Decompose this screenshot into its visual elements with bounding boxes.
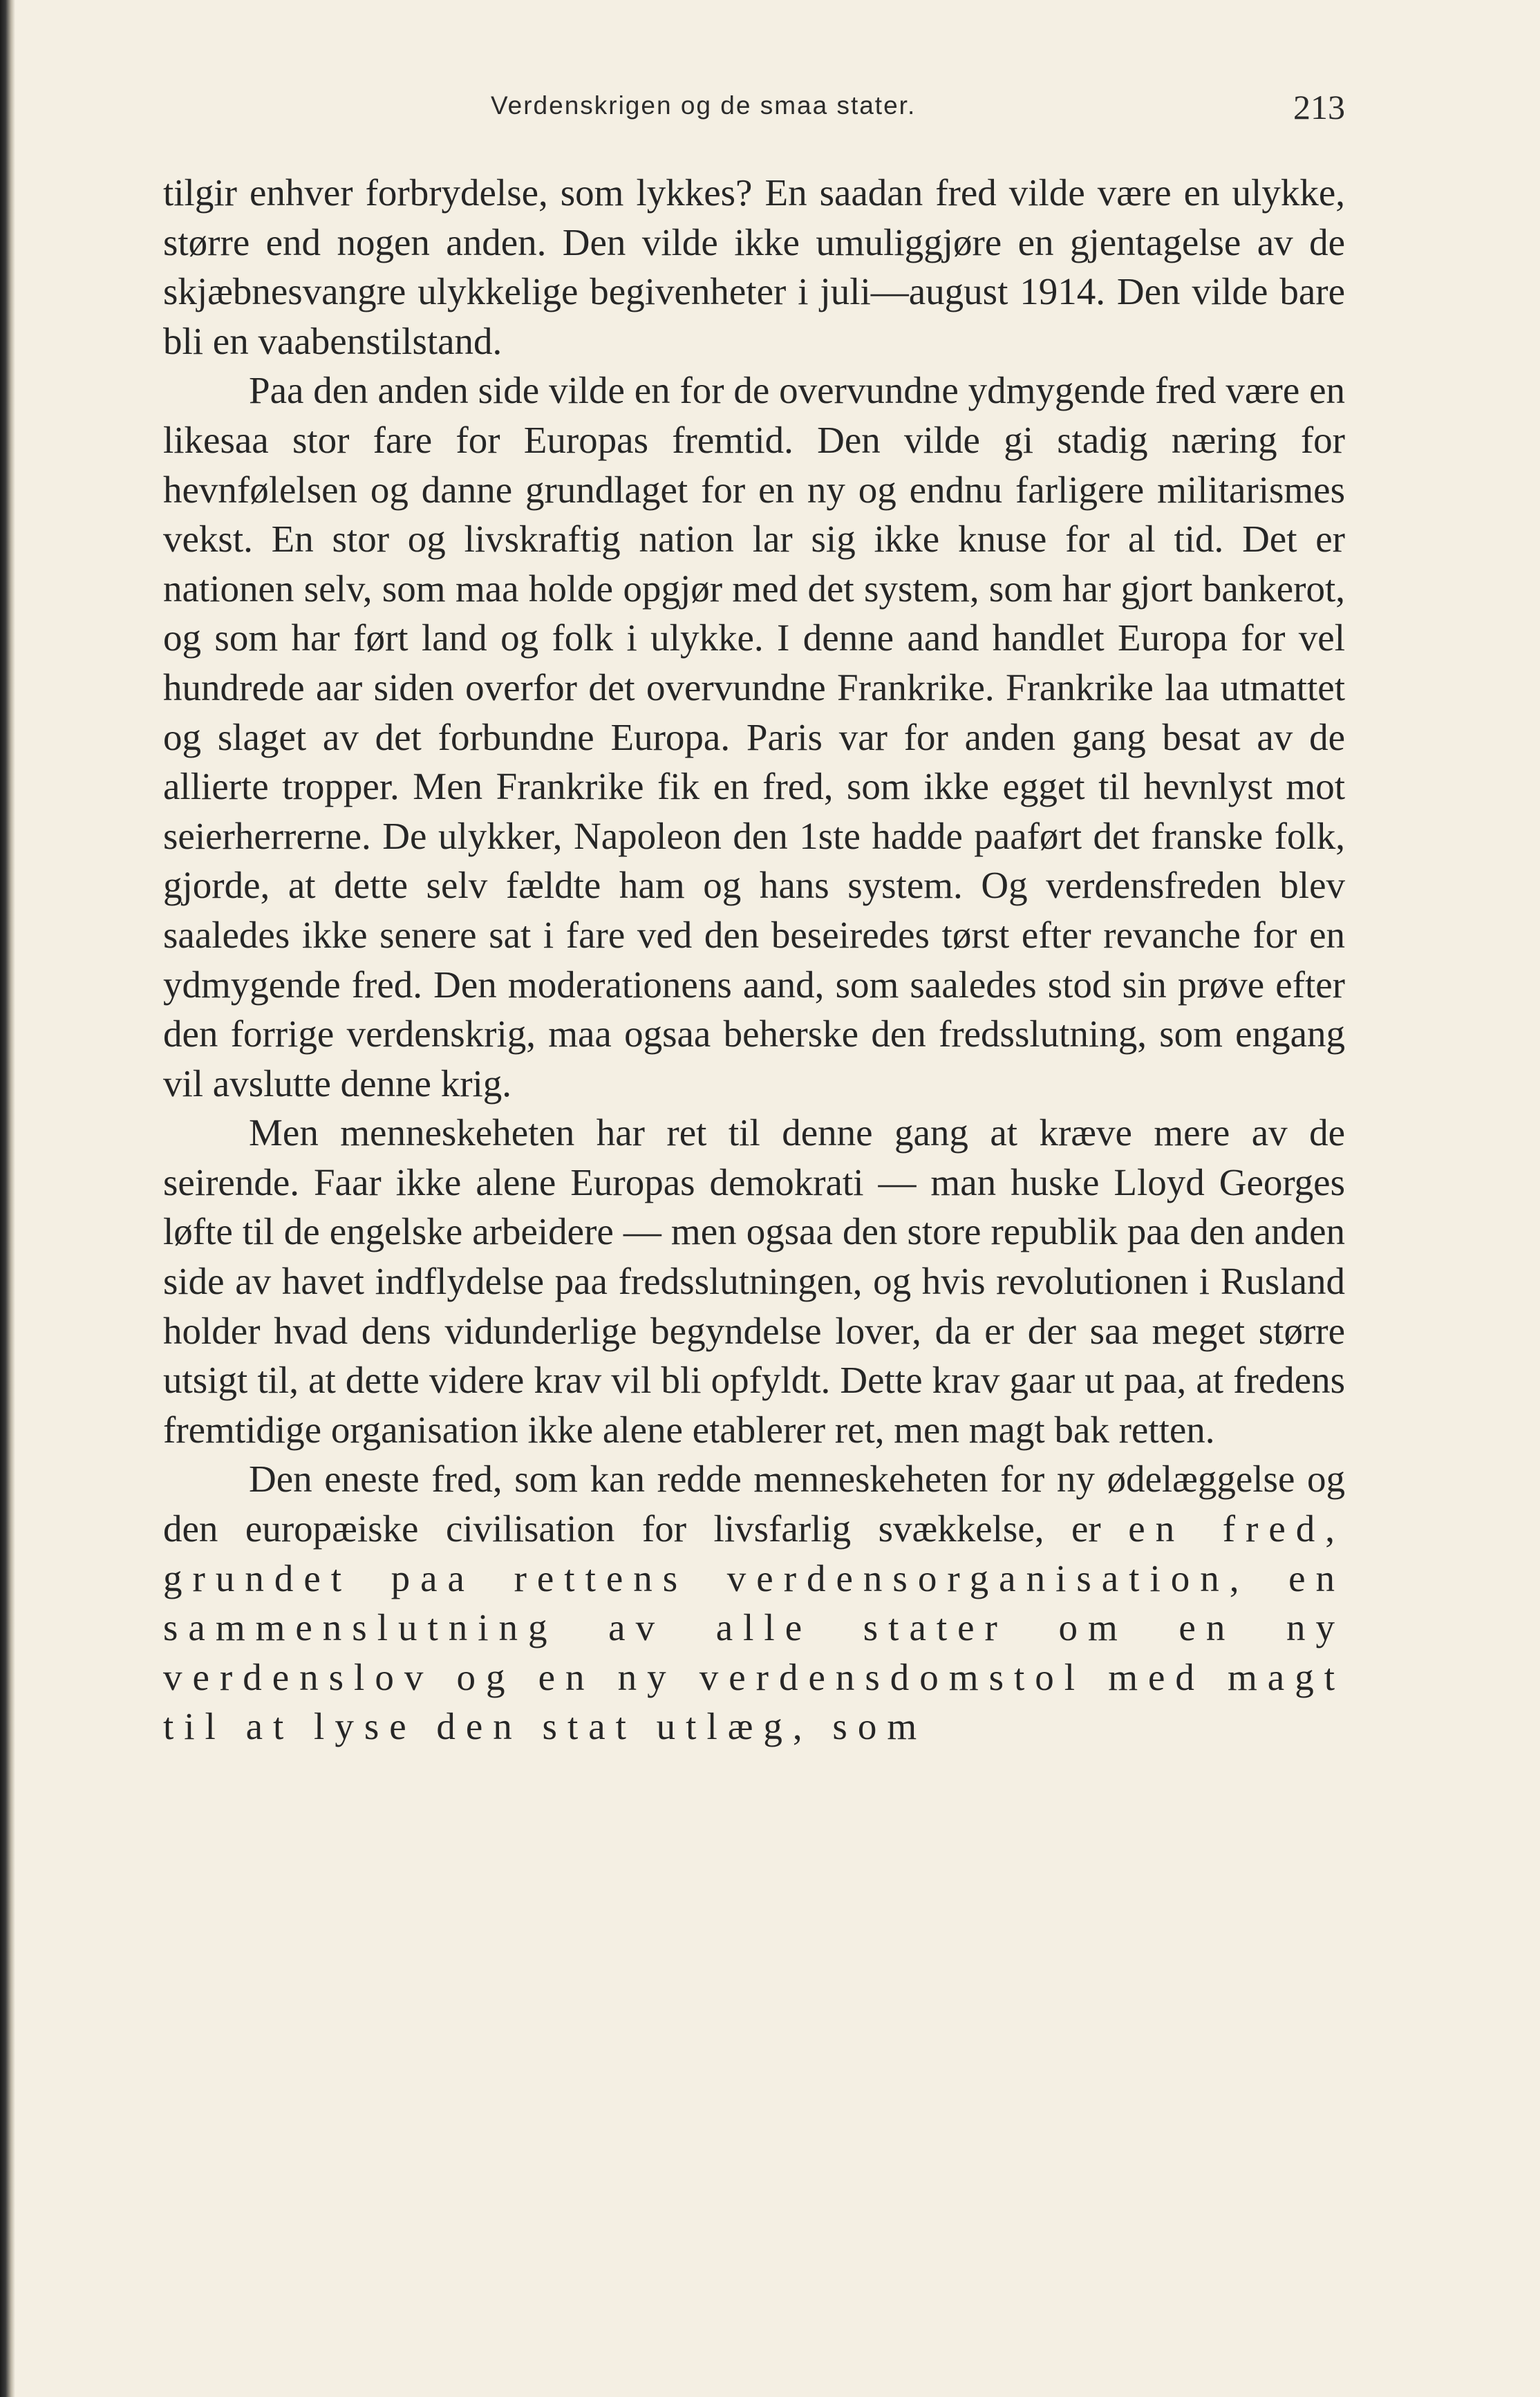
paragraph-4-spaced-emphasis: en fred, grundet paa rettens verdensorganisation, en sammenslutning av alle stater om en ny verdenslov og en ny verdensdomstol med magt til at lyse den stat utlæg, som [163, 1507, 1345, 1748]
running-title: Verdenskrigen og de smaa stater. [491, 91, 917, 120]
paragraph-3: Men menneskeheten har ret til denne gang at kræve mere av de seirende. Faar ikke alene Europas demokrati — man huske Lloyd Georges løfte til de engelske arbeidere — men ogsaa den store republik paa den anden side av havet indflydelse paa fredsslutningen, og hvis revolutionen i Rusland holder hvad dens vidunderlige begyndelse lover, da er der saa meget større utsigt til, at dette videre krav vil bli opfyldt. Dette krav gaar ut paa, at fredens fremtidige organisation ikke alene etablerer ret, men magt bak retten. [163, 1111, 1345, 1451]
paragraph-2: Paa den anden side vilde en for de overvundne ydmygende fred være en likesaa stor fare for Europas fremtid. Den vilde gi stadig næring for hevnfølelsen og danne grundlaget for en ny og endnu farligere militarismes vekst. En stor og livskraftig nation lar sig ikke knuse for al tid. Det er nationen selv, som maa holde opgjør med det system, som har gjort bankerot, og som har ført land og folk i ulykke. I denne aand handlet Europa for vel hundrede aar siden overfor det overvundne Frankrike. Frankrike laa utmattet og slaget av det forbundne Europa. Paris var for anden gang besat av de allierte tropper. Men Frankrike fik en fred, som ikke egget til hevnlyst mot seierherrerne. De ulykker, Napoleon den 1ste hadde paaført det franske folk, gjorde, at dette selv fældte ham og hans system. Og verdensfreden blev saaledes ikke senere sat i fare ved den beseiredes tørst efter revanche for en ydmygende fred. Den moderationens aand, som saaledes stod sin prøve efter den forrige verdenskrig, maa ogsaa beherske den fredsslutning, som engang vil avslutte denne krig. [163, 369, 1345, 1104]
binding-edge [0, 0, 15, 2397]
paragraph-4-text: Den eneste fred, som kan redde menneskeheten for ny ødelæggelse og den europæiske civilisation for livsfarlig svækkelse, er [163, 1458, 1345, 1550]
paragraph-4 [163, 1454, 1345, 1751]
running-head [163, 87, 1345, 135]
paragraph-1: tilgir enhver forbrydelse, som lykkes? En saadan fred vilde være en ulykke, større end nogen anden. Den vilde ikke umuliggjøre en gjentagelse av de skjæbnesvangre ulykkelige begivenheter i juli—august 1914. Den vilde bare bli en vaabenstilstand. [163, 171, 1345, 362]
page-number: 213 [1293, 88, 1345, 126]
body-text [163, 168, 1345, 1751]
